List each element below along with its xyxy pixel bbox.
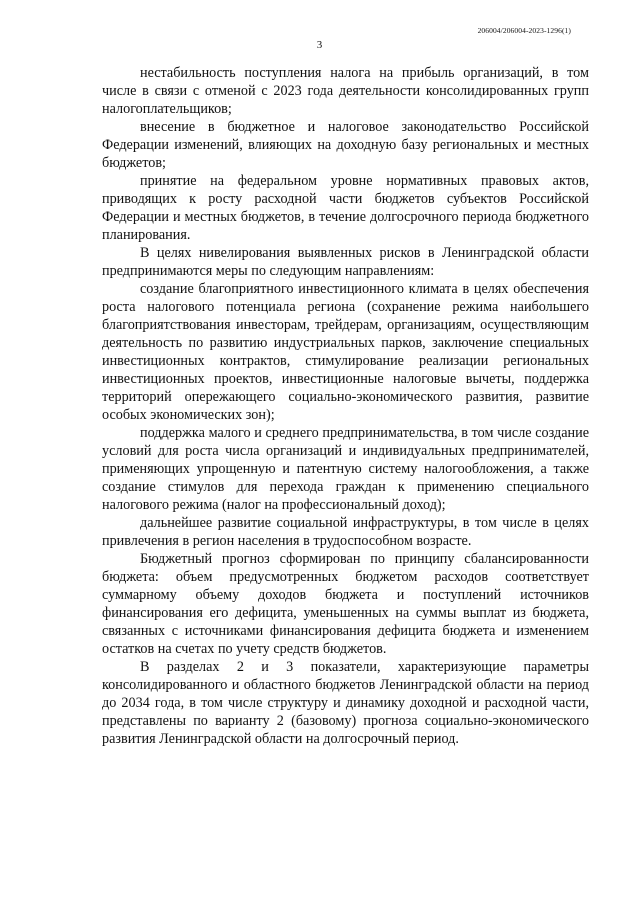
paragraph: поддержка малого и среднего предпринимательства, в том числе создание условий для роста числа организаций и индивидуальных предпринимателей, применяющих упрощенную и патентную систему налогообложения, а также создание стимулов для перехода граждан к применению специального налогового режима (налог на профессиональный доход); bbox=[102, 425, 589, 513]
paragraph: внесение в бюджетное и налоговое законодательство Российской Федерации изменений, влияющих на доходную базу региональных и местных бюджетов; bbox=[102, 119, 589, 171]
paragraph: дальнейшее развитие социальной инфраструктуры, в том числе в целях привлечения в регион населения в трудоспособном возрасте. bbox=[102, 515, 589, 549]
paragraph: создание благоприятного инвестиционного климата в целях обеспечения роста налогового потенциала региона (сохранение режима наибольшего благоприятствования инвесторам, трейдерам, организациям, осуществляющим деятельность по развитию индустриальных парков, заключение специальных инвестиционных контрактов, стимулирование реализации региональных инвестиционных проектов, инвестиционные налоговые вычеты, поддержка территорий опережающего социально-экономического развития, развитие особых экономических зон); bbox=[102, 281, 589, 423]
page-number: 3 bbox=[316, 39, 323, 51]
document-body bbox=[102, 64, 589, 748]
paragraph: нестабильность поступления налога на прибыль организаций, в том числе в связи с отменой с 2023 года деятельности консолидированных групп налогоплательщиков; bbox=[102, 65, 589, 117]
paragraph: В разделах 2 и 3 показатели, характеризующие параметры консолидированного и областного бюджетов Ленинградской области на период до 2034 года, в том числе структуру и динамику доходной и расходной части, представлены по варианту 2 (базовому) прогноза социально-экономического развития Ленинградской области на долгосрочный период. bbox=[102, 659, 589, 747]
paragraph: В целях нивелирования выявленных рисков в Ленинградской области предпринимаются меры по следующим направлениям: bbox=[102, 245, 589, 279]
document-id: 206004/206004-2023-1296(1) bbox=[477, 26, 571, 35]
paragraph: Бюджетный прогноз сформирован по принципу сбалансированности бюджета: объем предусмотренных бюджетом расходов соответствует суммарному объему доходов бюджета и поступлений источников финансирования его дефицита, уменьшенных на суммы выплат из бюджета, связанных с источниками финансирования дефицита бюджета и изменением остатков на счетах по учету средств бюджетов. bbox=[102, 551, 589, 657]
paragraph: принятие на федеральном уровне нормативных правовых актов, приводящих к росту расходной части бюджетов субъектов Российской Федерации и местных бюджетов, в течение долгосрочного периода бюджетного планирования. bbox=[102, 173, 589, 243]
